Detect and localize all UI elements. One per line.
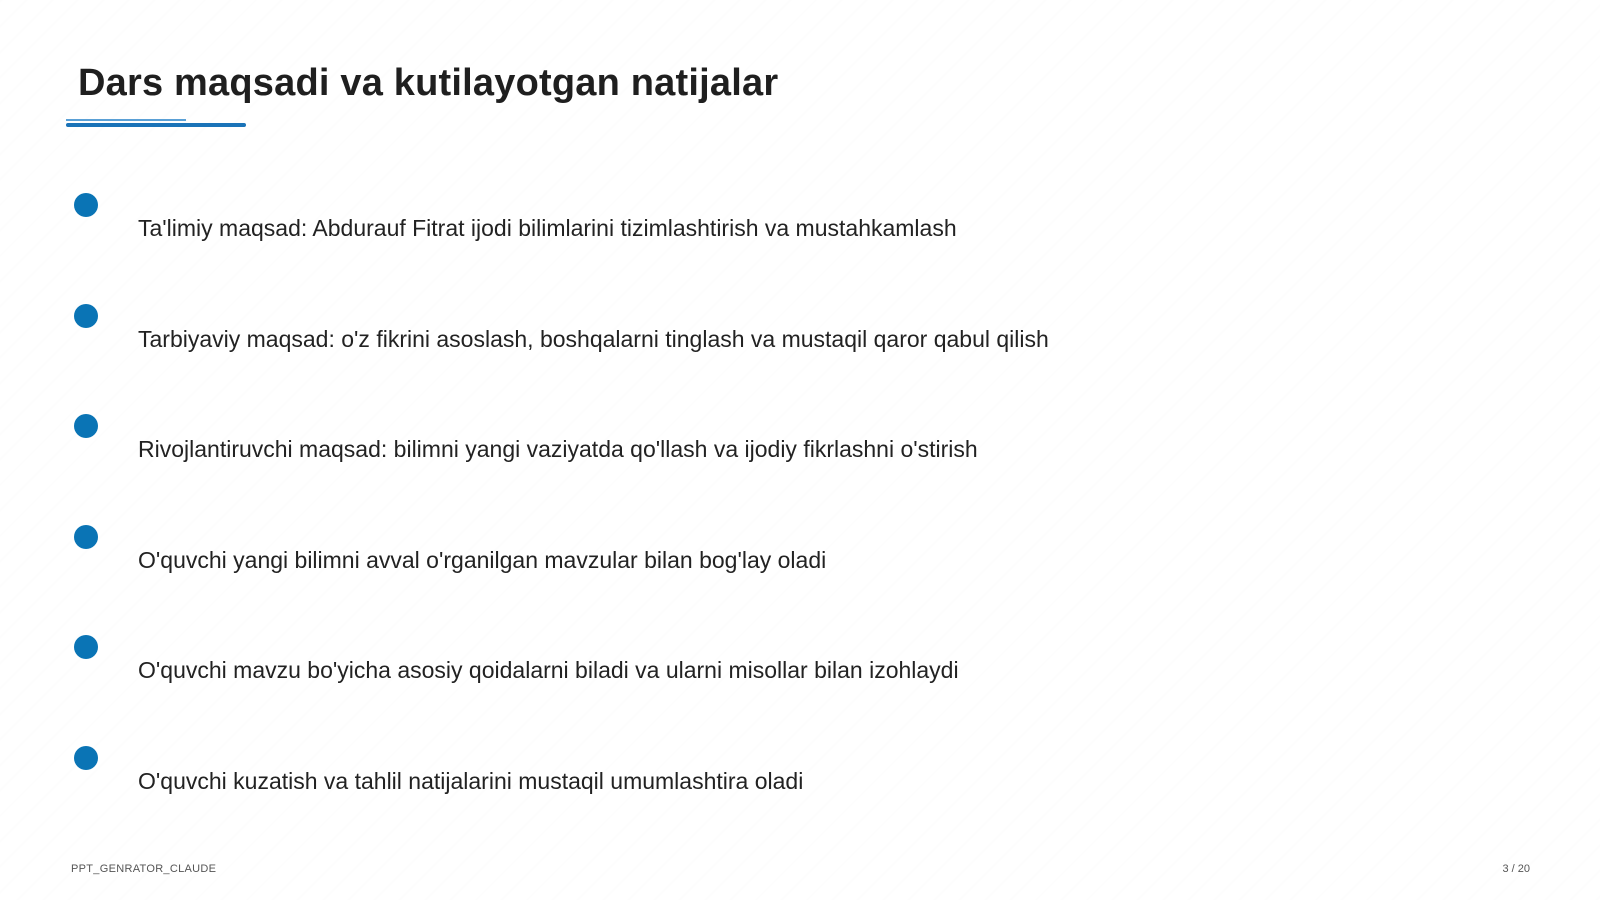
slide-title: Dars maqsadi va kutilayotgan natijalar (78, 62, 779, 104)
bullet-dot-icon (74, 304, 98, 328)
bullet-text: O'quvchi kuzatish va tahlil natijalarini mustaqil umumlashtira oladi (138, 768, 804, 794)
bullet-text: O'quvchi mavzu bo'yicha asosiy qoidalarni biladi va ularni misollar bilan izohlaydi (138, 657, 959, 683)
bullet-text: Ta'limiy maqsad: Abdurauf Fitrat ijodi bilimlarini tizimlashtirish va mustahkamlash (138, 215, 957, 241)
bullet-dot-icon (74, 414, 98, 438)
title-underline (66, 123, 246, 127)
bullet-dot-icon (74, 635, 98, 659)
bullet-text: O'quvchi yangi bilimni avval o'rganilgan mavzular bilan bog'lay oladi (138, 547, 827, 573)
bullet-item (0, 635, 1200, 695)
bullet-item (0, 193, 1200, 253)
page-indicator: 3 / 20 (1502, 863, 1530, 875)
bullet-dot-icon (74, 193, 98, 217)
bullet-text: Tarbiyaviy maqsad: o'z fikrini asoslash, boshqalarni tinglash va mustaqil qaror qabul qilish (138, 326, 1049, 352)
bullet-item (0, 414, 1200, 474)
footer-source: PPT_GENRATOR_CLAUDE (71, 863, 217, 875)
bullet-text: Rivojlantiruvchi maqsad: bilimni yangi vaziyatda qo'llash va ijodiy fikrlashni o'stirish (138, 436, 978, 462)
bullet-dot-icon (74, 746, 98, 770)
bullet-dot-icon (74, 525, 98, 549)
bullet-item (0, 746, 1200, 806)
bullet-item (0, 525, 1200, 585)
bullet-item (0, 304, 1200, 364)
title-underline-accent (66, 119, 186, 121)
